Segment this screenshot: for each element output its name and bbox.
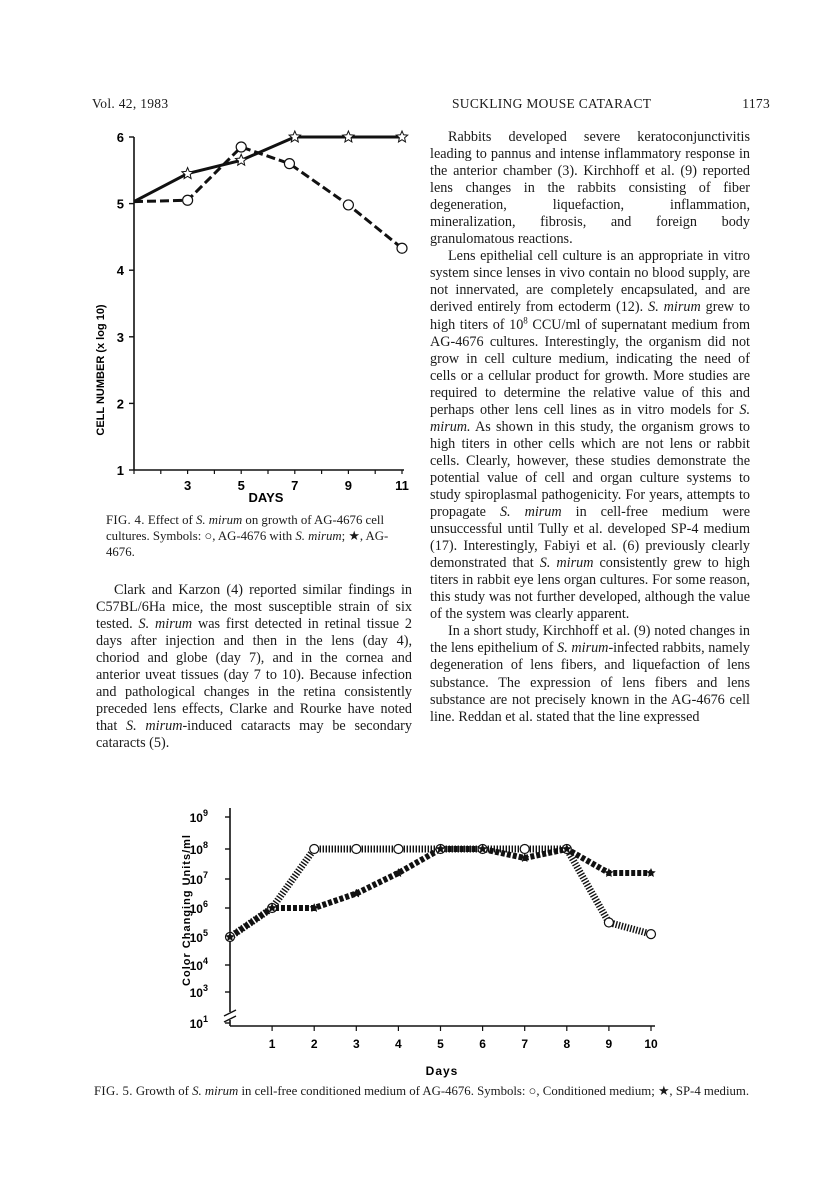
fig4-circle-point — [236, 142, 246, 152]
text-run: -infected rabbits, namely degeneration of lens fibers, and liquefaction of lens substance. The expression of lens fibers and lens substance are not precisely known in the AG-4676 cell line. Reddan et al. stated that the line expressed — [430, 640, 750, 725]
fig4-caption-text: Effect of — [144, 513, 196, 527]
fig4-ylabel: CELL NUMBER (x log 10) — [95, 304, 107, 436]
fig5-x-tick-label: 2 — [310, 1037, 318, 1051]
fig5-circle-point — [352, 845, 361, 854]
fig4-x-tick-label: 11 — [395, 478, 409, 493]
fig4-series-line-1 — [134, 137, 402, 202]
fig4-circle-point — [397, 243, 407, 253]
fig5-circle-point — [520, 845, 529, 854]
text-run: CCU/ml of supernatant medium from AG-4676 cultures. Interestingly, the organism did not grow in cell culture medium, indicating the need of cells or a cellular product for growth. More studies are required to determine the relative value of this and perhaps other lens cell lines as in vitro models for — [430, 316, 750, 418]
fig5-x-tick-label: 8 — [563, 1037, 571, 1051]
species-name: S. mirum. — [430, 401, 750, 435]
fig4-xlabel: DAYS — [248, 490, 284, 505]
fig5-x-tick-label: 9 — [605, 1037, 613, 1051]
text-run: grew to high titers of 10 — [430, 299, 750, 333]
paragraph — [96, 582, 412, 752]
fig5-circle-point — [310, 845, 319, 854]
fig4-caption — [106, 512, 412, 560]
superscript: 8 — [523, 314, 528, 325]
fig5-y-tick-label: $10^3$ — [189, 983, 208, 1000]
fig4-star-point — [236, 154, 247, 165]
text-run: In a short study, Kirchhoff et al. (9) noted changes in the lens epithelium of — [430, 623, 750, 657]
volume-header: Vol. 42, 1983 — [92, 96, 169, 111]
running-title: SUCKLING MOUSE CATARACT — [452, 96, 652, 111]
fig5-y-tick-label: $10^5$ — [189, 928, 208, 945]
text-run: was first detected in retinal tissue 2 days after injection and then in the lens (day 4), choriod and globe (day 7), and in the cornea and anterior uveat tissues (day 7 to 10). Because infection and pathological changes in the retina consistently preceded lens effects, Clarke and Rourke have noted that — [96, 616, 412, 735]
fig5-y-tick-label: $10^1$ — [189, 1014, 208, 1031]
species-name: S. mirum — [539, 555, 594, 572]
fig4-y-tick-label: 6 — [116, 130, 124, 145]
text-run: Lens epithelial cell culture is an appropriate in vitro system since lenses in vivo contain no blood supply, are not innervated, are completely encapsulated, and are derived entirely from ectoderm (12). — [430, 248, 750, 316]
fig4-x-tick-label: 5 — [237, 478, 245, 493]
fig4-x-tick-label: 9 — [344, 478, 353, 493]
fig5-y-tick-label: $10^6$ — [189, 899, 208, 916]
fig5-series-line-1 — [230, 849, 651, 937]
text-run: Clark and Karzon (4) reported similar findings in C57BL/6Ha mice, the most susceptible strain of six tested. — [96, 582, 412, 633]
text-run: -induced cataracts may be secondary cataracts (5). — [96, 718, 412, 752]
fig5-x-tick-label: 6 — [479, 1037, 486, 1051]
species-name: S. mirum — [648, 299, 701, 316]
fig4-series-line-0 — [134, 147, 402, 248]
fig5-x-tick-label: 4 — [395, 1037, 402, 1051]
fig5-circle-point — [604, 918, 613, 927]
fig4-caption-species: S. mirum — [196, 513, 243, 527]
fig4-circle-point — [284, 159, 294, 169]
fig5-x-tick-label: 3 — [352, 1037, 360, 1051]
fig4-caption-text: on growth of AG-4676 cell cultures. Symbols: ○, AG-4676 with — [106, 513, 385, 543]
fig4-star-point — [396, 131, 407, 142]
fig4-chart — [70, 120, 420, 510]
fig4-caption-species: S. mirum — [295, 529, 342, 543]
fig4-circle-point — [343, 200, 353, 210]
fig5-xlabel: Days — [425, 1064, 459, 1078]
fig5-x-tick-label: 10 — [644, 1037, 658, 1051]
fig5-y-tick-label: $10^8$ — [189, 840, 208, 857]
fig4-x-tick-label: 7 — [291, 478, 299, 493]
species-name: S. mirum — [138, 616, 193, 633]
paragraph: Rabbits developed severe keratoconjunctivitis leading to pannus and intense inflammatory response in the anterior chamber (3). Kirchhoff et al. (9) reported lens changes in the rabbits consisting of fiber degeneration, liquefaction, inflammation, mineralization, fibrosis, and foreign body granulomatous reactions. — [430, 129, 750, 248]
fig4-y-tick-label: 1 — [116, 463, 124, 478]
fig5-x-tick-label: 1 — [268, 1037, 276, 1051]
page-number: 1173 — [742, 96, 770, 111]
fig4-caption-text: ; ★, AG-4676. — [106, 529, 389, 559]
fig4-caption-label: FIG. 4. — [106, 513, 145, 527]
fig5-x-tick-label: 7 — [521, 1037, 529, 1051]
fig4-circle-point — [183, 195, 193, 205]
fig4-star-point — [343, 131, 354, 142]
species-name: S. mirum — [557, 640, 609, 657]
right-column-text — [430, 129, 750, 726]
fig5-caption — [94, 1083, 754, 1099]
fig5-chart — [170, 790, 690, 1080]
fig5-x-tick-label: 5 — [437, 1037, 444, 1051]
fig5-ylabel: Color Changing Units/ml — [181, 834, 193, 986]
fig5-circle-point — [394, 845, 403, 854]
left-column-text — [96, 582, 412, 752]
fig5-caption-label: FIG. 5. — [94, 1084, 133, 1098]
fig5-caption-species: S. mirum — [192, 1084, 239, 1098]
fig5-caption-text: Growth of — [132, 1084, 193, 1098]
fig4-y-tick-label: 2 — [116, 396, 124, 412]
text-run: consistently grew to high titers in rabbit eye lens organ cultures. For some reason, this study was not further developed, although the value of the system was clearly apparent. — [430, 555, 750, 623]
text-run: in cell-free medium were unsuccessful until Tully et al. developed SP-4 medium (17). Interestingly, Fabiyi et al. (6) previously clearly demonstrated that — [430, 504, 750, 572]
fig4-y-tick-label: 3 — [116, 329, 124, 345]
paragraph — [430, 248, 750, 623]
species-name: S. mirum — [499, 504, 562, 521]
fig4-y-tick-label: 4 — [116, 263, 124, 279]
species-name: S. mirum — [126, 718, 183, 735]
text-run: As shown in this study, the organism grows to high titers in other cells which are not lens or rabbit cells. Clearly, however, these studies demonstrate the potential value of cell and organ culture systems to study spiroplasmal pathogenicity. For years, attempts to propagate — [430, 418, 750, 521]
paragraph — [430, 623, 750, 725]
fig4-x-tick-label: 3 — [183, 478, 192, 493]
fig5-y-tick-label: $10^4$ — [189, 956, 208, 973]
fig5-y-tick-label: $10^7$ — [189, 870, 208, 887]
fig5-caption-text: in cell-free conditioned medium of AG-4676. Symbols: ○, Conditioned medium; ★, SP-4 medium. — [238, 1084, 750, 1098]
running-header — [452, 96, 770, 112]
fig4-y-tick-label: 5 — [116, 196, 124, 212]
fig5-y-tick-label: $10^9$ — [189, 808, 208, 825]
fig5-circle-point — [647, 930, 656, 939]
